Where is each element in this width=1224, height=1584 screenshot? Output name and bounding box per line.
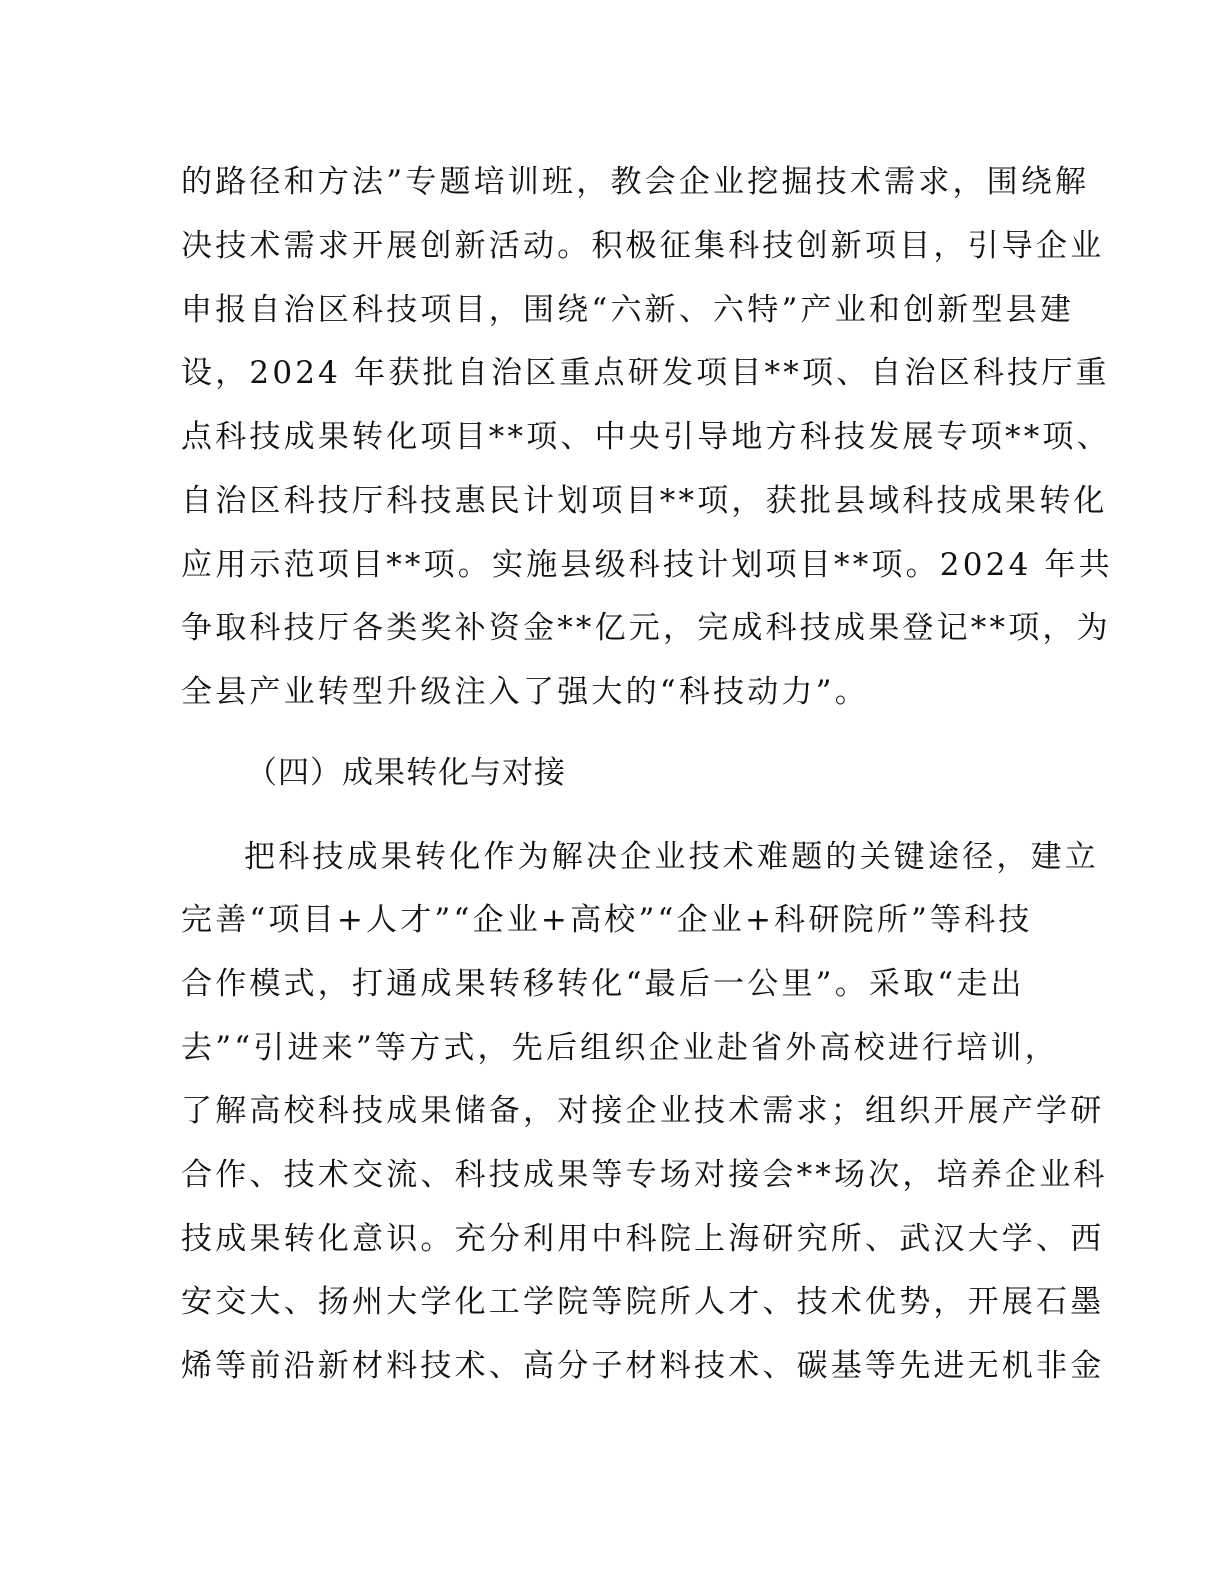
section-heading: （四）成果转化与对接 (246, 755, 566, 791)
paragraph-2-line: 把科技成果转化作为解决企业技术难题的关键途径，建立 (244, 839, 1099, 875)
paragraph-1-line: 应用示范项目**项。实施县级科技计划项目**项。2024 年共 (181, 547, 1113, 583)
paragraph-2-line: 合作模式，打通成果转移转化“最后一公里”。采取“走出 (181, 966, 1025, 1002)
paragraph-2-line: 合作、技术交流、科技成果等专场对接会**场次，培养企业科 (181, 1157, 1108, 1193)
paragraph-2-line: 技成果转化意识。充分利用中科院上海研究所、武汉大学、西 (181, 1221, 1105, 1257)
paragraph-2-line: 了解高校科技成果储备，对接企业技术需求；组织开展产学研 (181, 1093, 1105, 1129)
paragraph-2-line: 去”“引进来”等方式，先后组织企业赴省外高校进行培训， (181, 1030, 1059, 1066)
paragraph-1-line: 点科技成果转化项目**项、中央引导地方科技发展专项**项、 (181, 419, 1111, 455)
paragraph-1-line: 决技术需求开展创新活动。积极征集科技创新项目，引导企业 (181, 228, 1105, 264)
paragraph-1-line: 自治区科技厅科技惠民计划项目**项，获批县域科技成果转化 (181, 483, 1108, 519)
paragraph-1-line: 设，2024 年获批自治区重点研发项目**项、自治区科技厅重 (181, 355, 1110, 391)
paragraph-2-line: 烯等前沿新材料技术、高分子材料技术、碳基等先进无机非金 (181, 1348, 1105, 1384)
paragraph-1-line: 全县产业转型升级注入了强大的“科技动力”。 (181, 674, 869, 710)
paragraph-2-line: 完善“项目+人才”“企业+高校”“企业+科研院所”等科技 (181, 902, 1033, 938)
paragraph-2-line: 安交大、扬州大学化工学院等院所人才、技术优势，开展石墨 (181, 1284, 1105, 1320)
paragraph-1-line: 申报自治区科技项目，围绕“六新、六特”产业和创新型县建 (181, 292, 1075, 328)
paragraph-1-line: 争取科技厅各类奖补资金**亿元，完成科技成果登记**项，为 (181, 610, 1111, 646)
paragraph-1-line: 的路径和方法”专题培训班，教会企业挖掘技术需求，围绕解 (181, 164, 1090, 200)
